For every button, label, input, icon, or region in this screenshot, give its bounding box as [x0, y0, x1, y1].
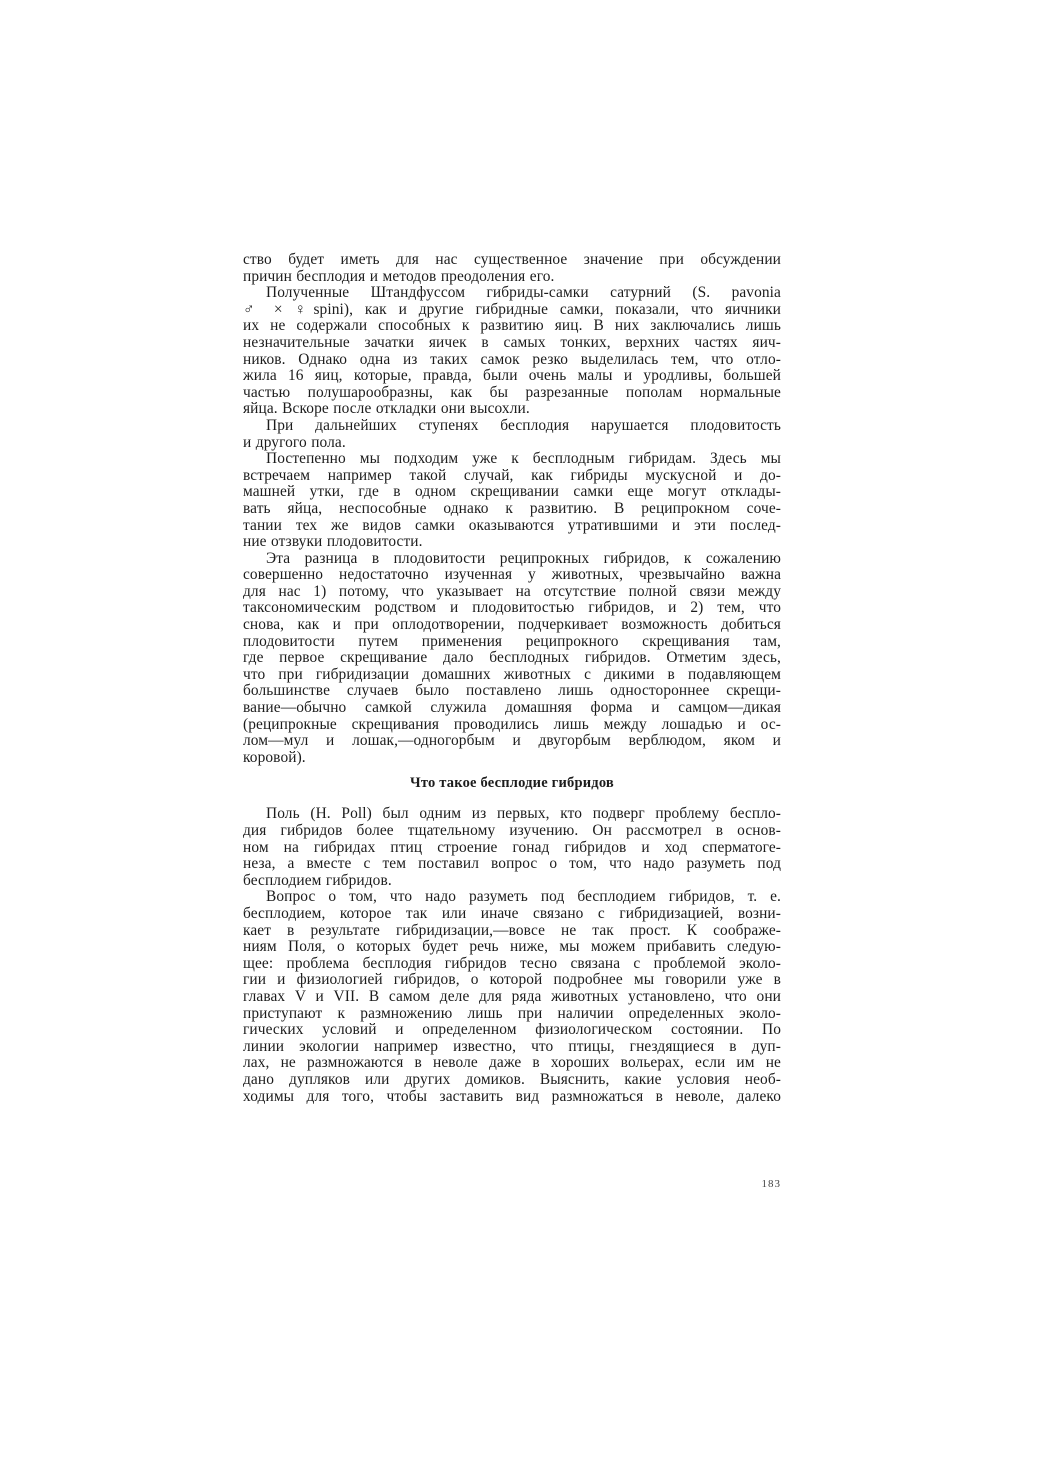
paragraph	[243, 806, 781, 889]
text-line: таксономическим родством и плодовитостью гибридов, и 2) тем, что	[243, 599, 781, 617]
text-line: ♂ × ♀spini), как и другие гибридные самки, показали, что яичники	[243, 300, 781, 318]
text-line: причин бесплодия и методов преодоления его.	[243, 267, 555, 285]
paragraph	[243, 451, 781, 551]
paragraph	[243, 418, 781, 451]
text-line: снова, как и при оплодотворении, подчеркивает возможность добиться	[243, 616, 781, 634]
text-line: ном на гибридах птиц строение гонад гибридов и ход сперматоге-	[243, 838, 781, 856]
page-body	[243, 252, 781, 1105]
text-line: Эта разница в плодовитости реципрокных гибридов, к сожалению	[266, 549, 781, 567]
text-line: плодовитости путем применения реципрокного скрещивания там,	[243, 632, 781, 650]
text-line: бесплодием, которое так или иначе связано с гибридизацией, возни-	[243, 904, 781, 922]
paragraph	[243, 252, 781, 285]
text-line: неза, а вместе с тем поставил вопрос о том, что надо разуметь под	[243, 855, 781, 873]
text-line: ство будет иметь для нас существенное значение при обсуждении	[243, 251, 781, 268]
text-line: жила 16 яиц, которые, правда, были очень малы и уродливы, большей	[243, 367, 781, 385]
section-heading: Что такое бесплодие гибридов	[410, 775, 614, 792]
text-line: гических условий и определенном физиологическом состоянии. По	[243, 1021, 781, 1039]
text-line: ниям Поля, о которых будет речь ниже, мы можем прибавить следую-	[243, 938, 781, 956]
text-line: вать яйца, неспособные однако к развитию. В реципрокном соче-	[243, 499, 781, 517]
page-number: 183	[761, 1178, 781, 1190]
text-line: кает в результате гибридизации,—вовсе не так прост. К соображе-	[243, 921, 781, 939]
text-line: незначительные зачатки яичек в самых тонких, верхних частях яич-	[243, 333, 781, 351]
text-line: Постепенно мы подходим уже к бесплодным гибридам. Здесь мы	[266, 450, 781, 468]
text-line: для нас 1) потому, что указывает на отсутствие полной связи между	[243, 582, 781, 600]
text-line: бесплодием гибридов.	[243, 871, 392, 889]
text-line: машней утки, где в одном скрещивании самки еще могут отклады-	[243, 483, 781, 501]
text-line: лах, не размножаются в неволе даже в хороших вольерах, если им не	[243, 1054, 781, 1072]
text-line: дия гибридов более тщательному изучению. Он рассмотрел в основ-	[243, 822, 781, 839]
text-line: их не содержали способных к развитию яиц. В них заключались лишь	[243, 317, 781, 335]
text-line: вание—обычно самкой служила домашняя форма и самцом—дикая	[243, 699, 781, 717]
text-line: приступают к размножению лишь при наличии определенных эколо-	[243, 1004, 781, 1022]
text-line: где первое скрещивание дало бесплодных гибридов. Отметим здесь,	[243, 649, 781, 667]
text-line: большинстве случаев было поставлено лишь одностороннее скрещи-	[243, 682, 781, 700]
text-line: частью полушарообразны, как бы разрезанные пополам нормальные	[243, 383, 781, 401]
text-line: Вопрос о том, что надо разуметь под бесплодием гибридов, т. е.	[266, 888, 781, 906]
book-page	[243, 252, 781, 1192]
text-line: тании тех же видов самки оказываются утратившими и эти послед-	[243, 516, 781, 534]
text-line: яйца. Вскоре после откладки они высохли.	[243, 400, 530, 418]
text-line: Полученные Штандфуссом гибриды-самки сатурний (S. pavonia	[266, 284, 781, 302]
text-line: и другого пола.	[243, 433, 346, 451]
text-line: коровой).	[243, 748, 306, 766]
text-line: щее: проблема бесплодия гибридов тесно связана с проблемой эколо-	[243, 954, 781, 972]
paragraph	[243, 889, 781, 1105]
text-line: линии экологии например известно, что птицы, гнездящиеся в дуп-	[243, 1037, 781, 1055]
text-line: совершенно недостаточно изученная у животных, чрезвычайно важна	[243, 566, 781, 584]
text-line: ние отзвуки плодовитости.	[243, 533, 423, 551]
text-line: дано дупляков или других домиков. Выяснить, какие условия необ-	[243, 1070, 781, 1088]
text-line: (реципрокные скрещивания проводились лишь между лошадью и ос-	[243, 715, 781, 733]
text-line: ников. Однако одна из таких самок резко выделилась тем, что отло-	[243, 350, 781, 368]
text-line: главах V и VII. В самом деле для ряда животных установлено, что они	[243, 987, 781, 1005]
text-line: При дальнейших ступенях бесплодия нарушается плодовитость	[266, 416, 781, 434]
paragraph	[243, 285, 781, 418]
text-line: что при гибридизации домашних животных с дикими в подавляющем	[243, 665, 781, 683]
text-line: лом—мул и лошак,—одногорбым и двугорбым верблюдом, яком и	[243, 732, 781, 750]
text-line: Поль (H. Poll) был одним из первых, кто подверг проблему беспло-	[266, 805, 781, 823]
paragraph	[243, 551, 781, 767]
text-line: встречаем например такой случай, как гибриды мускусной и до-	[243, 466, 781, 484]
text-line: гии и физиологией гибридов, о которой подробнее мы говорили уже в	[243, 971, 781, 989]
text-line: ходимы для того, чтобы заставить вид размножаться в неволе, далеко	[243, 1087, 781, 1105]
